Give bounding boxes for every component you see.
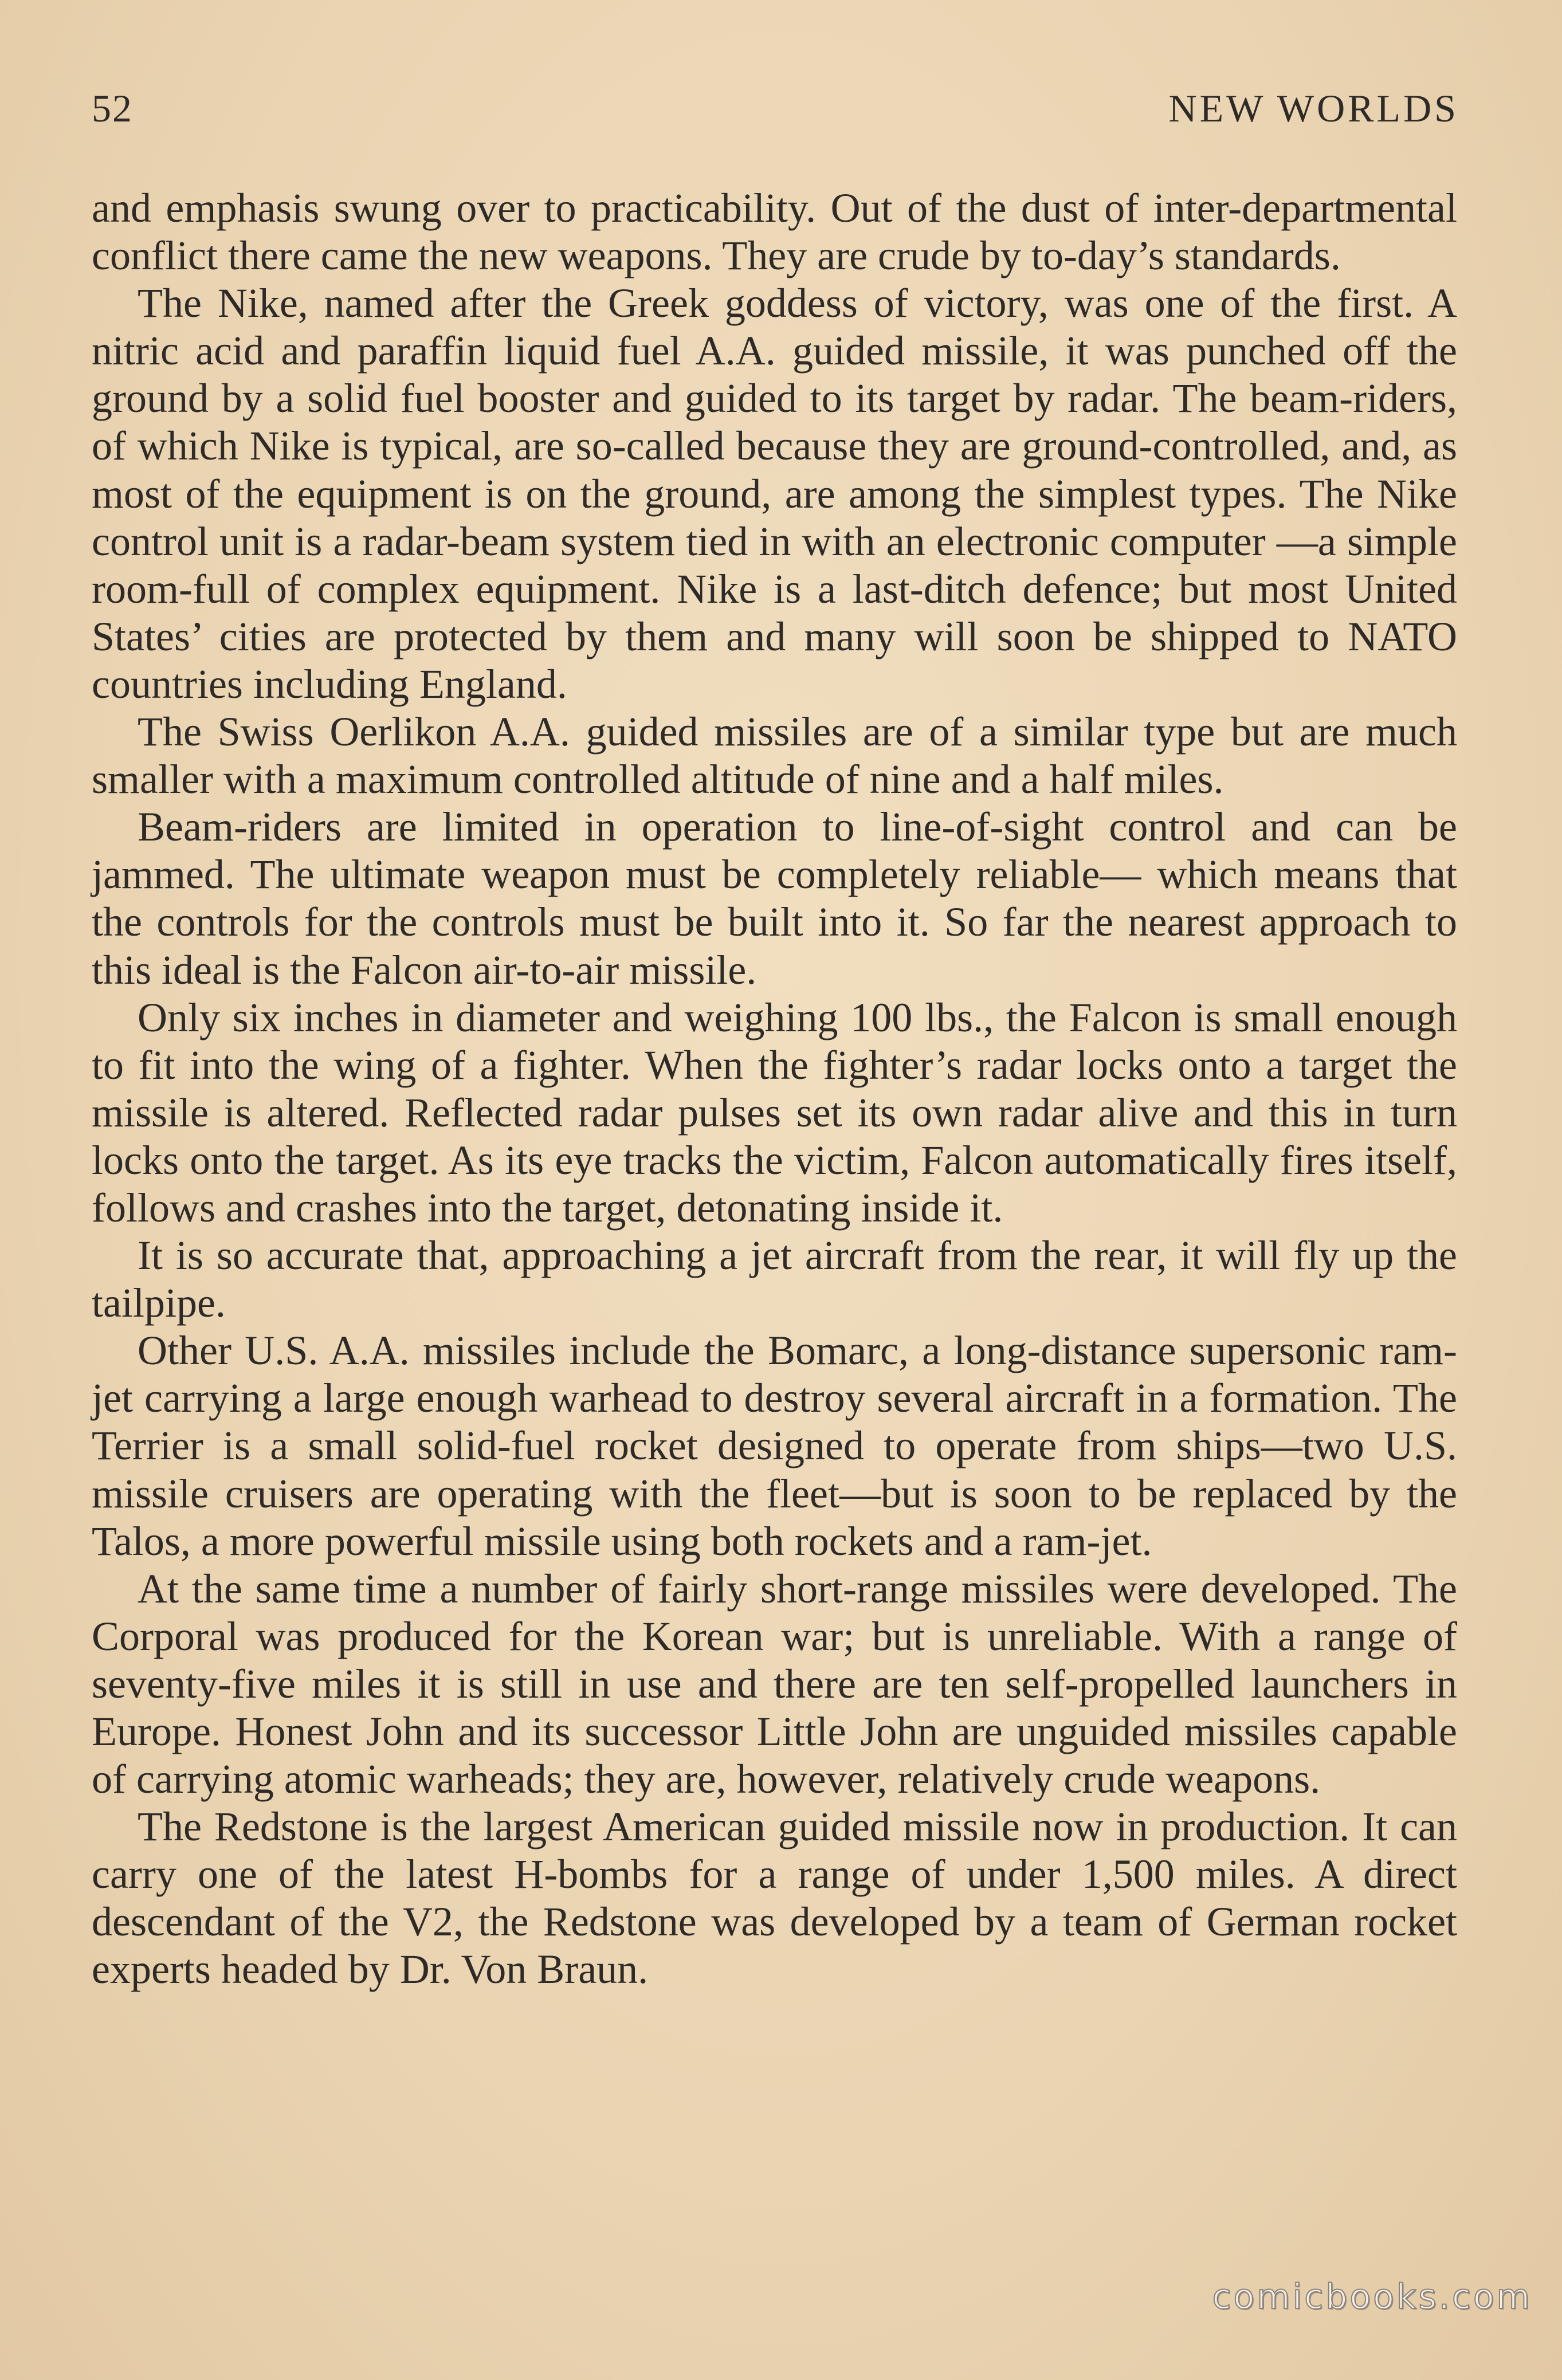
article-body — [92, 184, 1457, 1994]
paragraph: and emphasis swung over to practicability. Out of the dust of inter-departmental conflict there came the new weapons. They are crude by to-day’s standards. — [92, 185, 1457, 279]
paragraph: At the same time a number of fairly short-range missiles were developed. The Corporal was produced for the Korean war; but is unreliable. With a range of seventy-five miles it is still in use and there are ten self-propelled launchers in Europe. Honest John and its successor Little John are unguided missiles capable of carrying atomic warheads; they are, however, relatively crude weapons. — [92, 1565, 1457, 1802]
paragraph: The Nike, named after the Greek goddess of victory, was one of the first. A nitric acid and paraffin liquid fuel A.A. guided missile, it was punched off the ground by a solid fuel booster and guided to its target by radar. The beam-riders, of which Nike is typical, are so-called because they are ground-controlled, and, as most of the equipment is on the ground, are among the simplest types. The Nike control unit is a radar-beam system tied in with an electronic computer —a simple room-full of complex equipment. Nike is a last-ditch defence; but most United States’ cities are protected by them and many will soon be shipped to NATO countries including England. — [92, 280, 1457, 707]
paragraph: Beam-riders are limited in operation to line-of-sight control and can be jammed. The ultimate weapon must be completely reliable— which means that the controls for the controls must be built into it. So far the nearest approach to this ideal is the Falcon air-to-air missile. — [92, 804, 1457, 993]
running-head — [92, 86, 1459, 138]
journal-title: NEW WORLDS — [1168, 87, 1459, 130]
watermark: comicbooks.com — [1212, 2277, 1532, 2317]
paragraph: Other U.S. A.A. missiles include the Bomarc, a long-distance supersonic ram-jet carrying a large enough warhead to destroy several aircraft in a formation. The Terrier is a small solid-fuel rocket designed to operate from ships—two U.S. missile cruisers are operating with the fleet—but is soon to be replaced by the Talos, a more powerful missile using both rockets and a ram-jet. — [92, 1328, 1457, 1564]
paragraph: Only six inches in diameter and weighing 100 lbs., the Falcon is small enough to fit into the wing of a fighter. When the fighter’s radar locks onto a target the missile is altered. Reflected radar pulses set its own radar alive and this in turn locks onto the target. As its eye tracks the victim, Falcon automatically fires itself, follows and crashes into the target, detonating inside it. — [92, 994, 1457, 1231]
paragraph: The Swiss Oerlikon A.A. guided missiles are of a similar type but are much smaller with a maximum controlled altitude of nine and a half miles. — [92, 709, 1457, 803]
paragraph: It is so accurate that, approaching a jet aircraft from the rear, it will fly up the tailpipe. — [92, 1232, 1457, 1326]
paragraph: The Redstone is the largest American guided missile now in production. It can carry one of the latest H-bombs for a range of under 1,500 miles. A direct descendant of the V2, the Redstone was developed by a team of German rocket experts headed by Dr. Von Braun. — [92, 1804, 1457, 1993]
page-number: 52 — [92, 87, 133, 130]
